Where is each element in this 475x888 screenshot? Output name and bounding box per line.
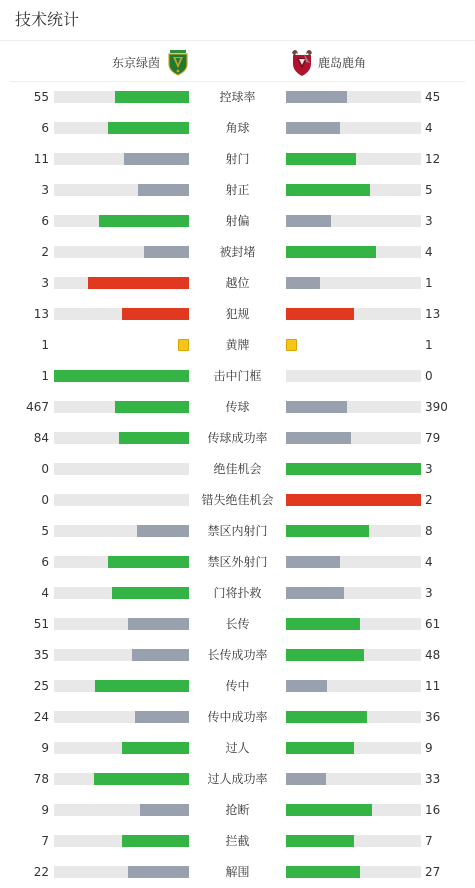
stat-row — [0, 608, 475, 639]
home-bar-track — [54, 91, 189, 103]
team-header — [0, 46, 475, 80]
home-bar-track — [54, 866, 189, 878]
home-bar-track — [54, 742, 189, 754]
away-value: 48 — [425, 648, 441, 662]
stat-row — [0, 515, 475, 546]
stat-label: 错失绝佳机会 — [201, 493, 274, 507]
away-value: 11 — [425, 679, 441, 693]
away-bar-track — [286, 587, 421, 599]
home-bar-track — [54, 277, 189, 289]
home-bar-track — [54, 525, 189, 537]
away-value: 5 — [425, 183, 433, 197]
home-bar-track — [54, 804, 189, 816]
away-bar-fill — [286, 91, 347, 103]
stat-label: 传球 — [225, 400, 250, 414]
home-bar-fill — [140, 804, 189, 816]
away-value: 36 — [425, 710, 441, 724]
home-value: 78 — [33, 772, 49, 786]
away-value: 9 — [425, 741, 433, 755]
stat-row — [0, 825, 475, 856]
stat-row — [0, 546, 475, 577]
away-bar-fill — [286, 680, 327, 692]
away-bar-fill — [286, 742, 354, 754]
home-bar-fill — [144, 246, 189, 258]
away-bar-fill — [286, 618, 360, 630]
home-bar-track — [54, 649, 189, 661]
title-divider — [0, 40, 475, 41]
away-value: 8 — [425, 524, 433, 538]
home-bar-fill — [122, 835, 190, 847]
home-bar-fill — [122, 742, 190, 754]
home-bar-track — [54, 556, 189, 568]
home-bar-track — [54, 153, 189, 165]
home-bar-fill — [119, 432, 189, 444]
away-bar-track — [286, 401, 421, 413]
stat-label: 过人成功率 — [207, 772, 268, 786]
home-value: 7 — [41, 834, 49, 848]
away-bar-fill — [286, 153, 356, 165]
away-bar-fill — [286, 711, 367, 723]
home-value: 4 — [41, 586, 49, 600]
home-value: 9 — [41, 741, 49, 755]
away-bar-track — [286, 463, 421, 475]
away-bar-track — [286, 804, 421, 816]
away-value: 4 — [425, 245, 433, 259]
home-bar-fill — [138, 184, 189, 196]
away-value: 390 — [425, 400, 448, 414]
page-title: 技术统计 — [15, 10, 80, 29]
stat-row — [0, 360, 475, 391]
away-value: 4 — [425, 555, 433, 569]
stat-row — [0, 391, 475, 422]
stat-row — [0, 143, 475, 174]
home-bar-track — [54, 432, 189, 444]
away-team — [289, 46, 366, 80]
away-bar-fill — [286, 494, 421, 506]
stat-row — [0, 763, 475, 794]
stat-row — [0, 236, 475, 267]
stat-label: 禁区外射门 — [207, 555, 268, 569]
home-bar-fill — [108, 122, 189, 134]
away-bar-track — [286, 711, 421, 723]
home-value: 3 — [41, 276, 49, 290]
stat-row — [0, 329, 475, 360]
away-bar-fill — [286, 866, 360, 878]
away-bar-track — [286, 215, 421, 227]
home-bar-fill — [135, 711, 189, 723]
away-bar-track — [286, 556, 421, 568]
away-bar-track — [286, 122, 421, 134]
stat-row — [0, 422, 475, 453]
stat-label: 抢断 — [225, 803, 250, 817]
away-bar-fill — [286, 277, 320, 289]
stat-label: 犯规 — [225, 307, 250, 321]
away-bar-track — [286, 680, 421, 692]
away-bar-track — [286, 432, 421, 444]
stat-row — [0, 81, 475, 112]
away-bar-track — [286, 649, 421, 661]
stat-label: 绝佳机会 — [213, 462, 262, 476]
away-value: 33 — [425, 772, 441, 786]
away-value: 27 — [425, 865, 441, 879]
away-bar-fill — [286, 184, 370, 196]
away-bar-fill — [286, 773, 326, 785]
home-value: 22 — [33, 865, 49, 879]
away-bar-track — [286, 91, 421, 103]
away-bar-track — [286, 339, 421, 351]
away-bar-fill — [286, 556, 340, 568]
home-bar-track — [54, 308, 189, 320]
away-bar-fill — [286, 587, 344, 599]
home-value: 24 — [33, 710, 49, 724]
stat-row — [0, 112, 475, 143]
away-bar-track — [286, 866, 421, 878]
away-bar-track — [286, 742, 421, 754]
home-bar-fill — [99, 215, 189, 227]
away-bar-track — [286, 370, 421, 382]
away-value: 61 — [425, 617, 441, 631]
stat-label: 长传成功率 — [207, 648, 268, 662]
home-bar-track — [54, 835, 189, 847]
away-value: 16 — [425, 803, 441, 817]
home-bar-track — [54, 463, 189, 475]
away-value: 3 — [425, 586, 433, 600]
away-bar-fill — [286, 804, 372, 816]
stat-label: 传球成功率 — [207, 431, 268, 445]
stat-label: 传中 — [225, 679, 250, 693]
stat-row — [0, 856, 475, 887]
home-value: 2 — [41, 245, 49, 259]
home-value: 5 — [41, 524, 49, 538]
stats-list — [0, 81, 475, 887]
home-bar-track — [54, 587, 189, 599]
stat-row — [0, 174, 475, 205]
home-value: 13 — [33, 307, 49, 321]
home-bar-track — [54, 618, 189, 630]
home-bar-track — [54, 215, 189, 227]
stat-label: 射门 — [225, 152, 250, 166]
away-bar-track — [286, 246, 421, 258]
stat-label: 击中门框 — [213, 369, 262, 383]
home-bar-track — [54, 401, 189, 413]
stat-label: 禁区内射门 — [207, 524, 268, 538]
home-value: 1 — [41, 369, 49, 383]
stat-label: 角球 — [225, 121, 250, 135]
stat-row — [0, 577, 475, 608]
home-value: 0 — [41, 493, 49, 507]
stat-row — [0, 267, 475, 298]
stat-row — [0, 205, 475, 236]
away-bar-fill — [286, 215, 331, 227]
home-bar-fill — [122, 308, 190, 320]
away-value: 79 — [425, 431, 441, 445]
away-team-name: 鹿岛鹿角 — [318, 56, 367, 70]
away-value: 13 — [425, 307, 441, 321]
home-bar-fill — [132, 649, 189, 661]
home-bar-track — [54, 184, 189, 196]
stat-row — [0, 701, 475, 732]
home-value: 0 — [41, 462, 49, 476]
home-value: 84 — [33, 431, 49, 445]
away-bar-track — [286, 184, 421, 196]
away-bar-track — [286, 773, 421, 785]
away-bar-track — [286, 308, 421, 320]
home-bar-fill — [115, 91, 189, 103]
away-bar-track — [286, 153, 421, 165]
tokyo-verdy-crest-icon — [167, 50, 189, 76]
stat-row — [0, 794, 475, 825]
home-value: 51 — [33, 617, 49, 631]
home-value: 6 — [41, 214, 49, 228]
stat-label: 黄牌 — [225, 338, 250, 352]
stat-label: 门将扑救 — [213, 586, 262, 600]
away-bar-fill — [286, 432, 351, 444]
home-value: 35 — [33, 648, 49, 662]
away-value: 4 — [425, 121, 433, 135]
home-bar-track — [54, 680, 189, 692]
home-bar-track — [54, 494, 189, 506]
home-value: 6 — [41, 555, 49, 569]
home-bar-fill — [88, 277, 189, 289]
home-bar-fill — [54, 370, 189, 382]
stat-label: 传中成功率 — [207, 710, 268, 724]
home-bar-track — [54, 370, 189, 382]
away-bar-track — [286, 618, 421, 630]
home-bar-fill — [95, 680, 189, 692]
away-value: 0 — [425, 369, 433, 383]
stat-label: 被封堵 — [219, 245, 256, 259]
away-value: 3 — [425, 214, 433, 228]
home-value: 11 — [33, 152, 49, 166]
away-value: 45 — [425, 90, 441, 104]
home-bar-track — [54, 122, 189, 134]
stat-row — [0, 732, 475, 763]
home-bar-fill — [112, 587, 189, 599]
away-value: 12 — [425, 152, 441, 166]
home-bar-fill — [94, 773, 189, 785]
home-bar-fill — [128, 618, 189, 630]
away-bar-fill — [286, 122, 340, 134]
home-value: 55 — [33, 90, 49, 104]
away-bar-track — [286, 525, 421, 537]
stat-row — [0, 453, 475, 484]
away-value: 1 — [425, 276, 433, 290]
home-bar-fill — [128, 866, 189, 878]
away-bar-track — [286, 277, 421, 289]
home-value: 6 — [41, 121, 49, 135]
kashima-antlers-crest-icon — [289, 49, 315, 77]
away-bar-fill — [286, 835, 354, 847]
stat-row — [0, 298, 475, 329]
home-team-name: 东京绿茵 — [111, 56, 160, 70]
away-value: 1 — [425, 338, 433, 352]
away-bar-fill — [286, 649, 364, 661]
home-bar-fill — [137, 525, 189, 537]
stat-row — [0, 484, 475, 515]
home-value: 3 — [41, 183, 49, 197]
away-value: 2 — [425, 493, 433, 507]
home-bar-fill — [115, 401, 189, 413]
stat-label: 射正 — [225, 183, 250, 197]
home-bar-track — [54, 339, 189, 351]
away-bar-fill — [286, 463, 421, 475]
away-bar-fill — [286, 246, 376, 258]
home-team — [112, 46, 189, 80]
stat-label: 越位 — [225, 276, 250, 290]
away-bar-fill — [286, 308, 354, 320]
home-bar-track — [54, 246, 189, 258]
yellow-card-icon — [286, 339, 297, 351]
home-bar-fill — [124, 153, 189, 165]
home-value: 25 — [33, 679, 49, 693]
stat-label: 拦截 — [225, 834, 250, 848]
away-bar-track — [286, 835, 421, 847]
stat-row — [0, 639, 475, 670]
stat-label: 射偏 — [225, 214, 250, 228]
yellow-card-icon — [178, 339, 189, 351]
away-bar-fill — [286, 525, 369, 537]
away-value: 7 — [425, 834, 433, 848]
home-value: 9 — [41, 803, 49, 817]
stat-label: 解围 — [225, 865, 250, 879]
home-value: 467 — [26, 400, 49, 414]
away-value: 3 — [425, 462, 433, 476]
stat-label: 过人 — [225, 741, 250, 755]
home-bar-fill — [108, 556, 189, 568]
home-bar-track — [54, 773, 189, 785]
stat-label: 长传 — [225, 617, 250, 631]
home-bar-track — [54, 711, 189, 723]
away-bar-fill — [286, 401, 347, 413]
away-bar-track — [286, 494, 421, 506]
stat-row — [0, 670, 475, 701]
home-value: 1 — [41, 338, 49, 352]
stat-label: 控球率 — [219, 90, 256, 104]
